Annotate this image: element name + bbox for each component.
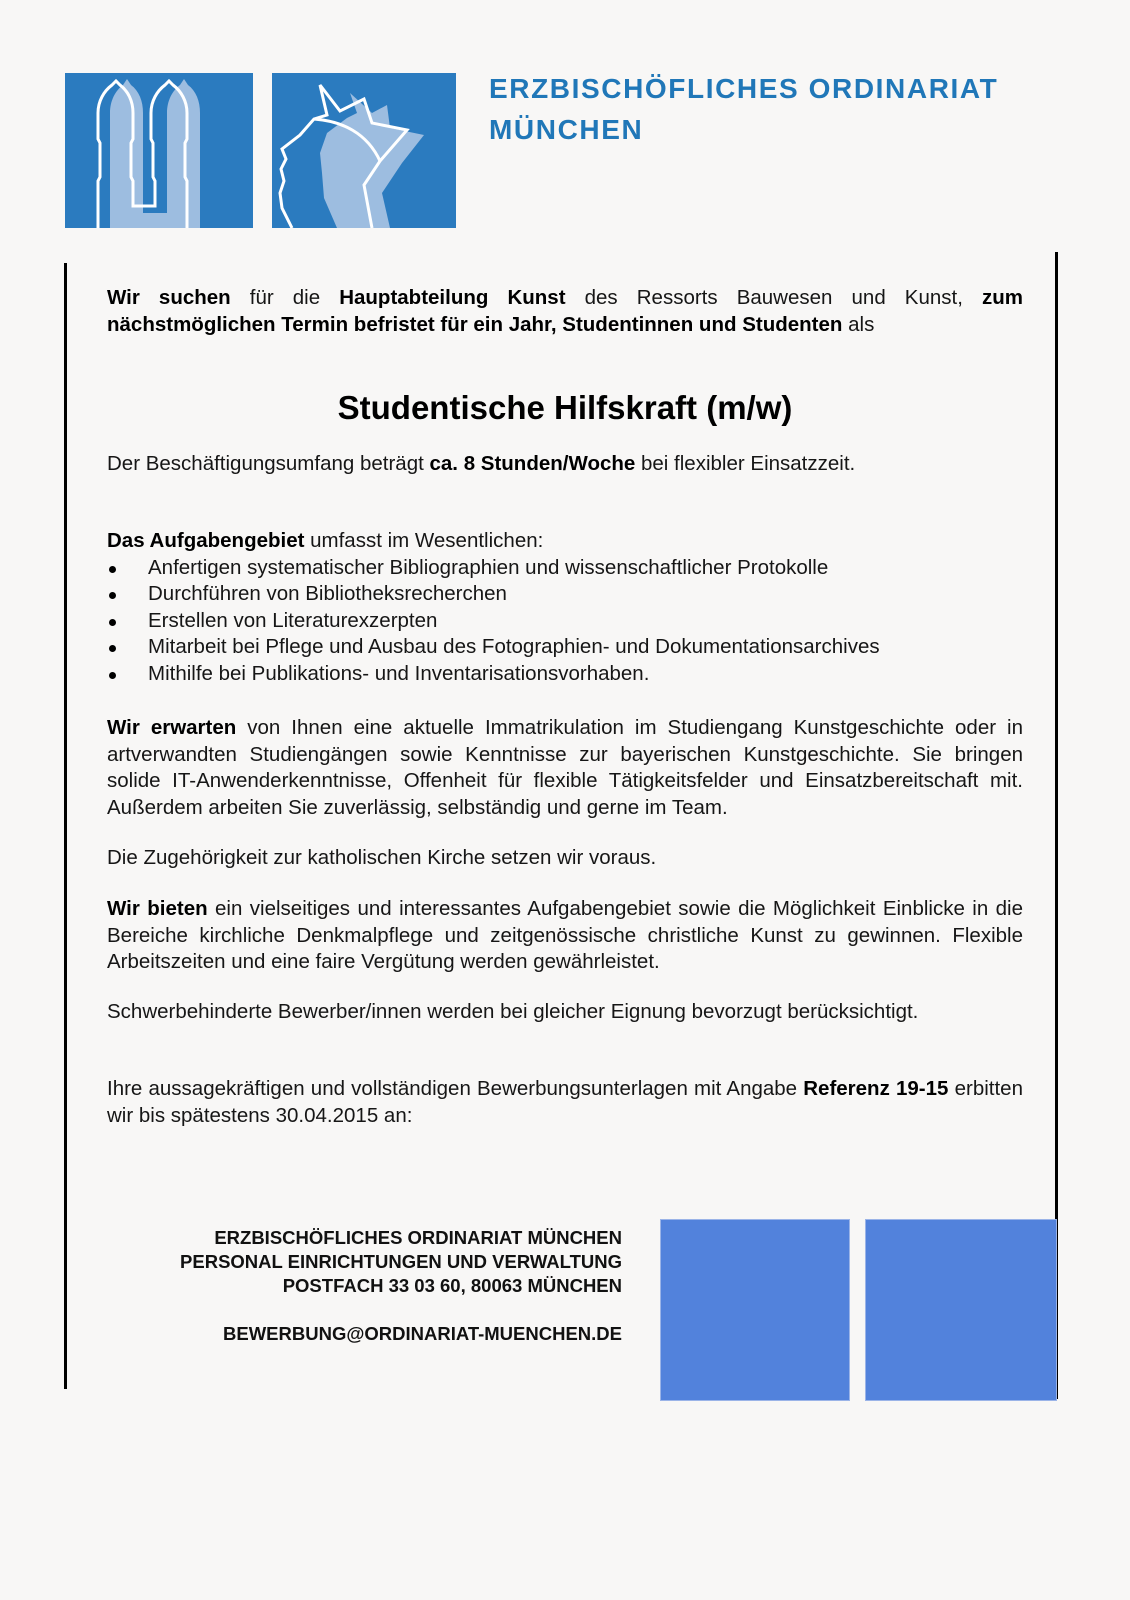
logo-towers xyxy=(65,73,253,228)
tasks-list xyxy=(107,555,1023,688)
disability-paragraph: Schwerbehinderte Bewerber/innen werden bei gleicher Eignung bevorzugt berücksichtigt. xyxy=(107,1000,919,1023)
task-item: Erstellen von Literaturexzerpten xyxy=(107,608,1023,635)
application-text: Ihre aussagekräftigen und vollständigen Bewerbungsunterlagen mit Angabe xyxy=(107,1077,804,1100)
tasks-section xyxy=(107,528,1023,687)
address-line2: PERSONAL EINRICHTUNGEN UND VERWALTUNG xyxy=(180,1251,622,1272)
email-link[interactable]: BEWERBUNG@ORDINARIAT-MUENCHEN.DE xyxy=(223,1323,622,1344)
task-item: Mitarbeit bei Pflege und Ausbau des Fotographien- und Dokumentationsarchives xyxy=(107,634,1023,661)
task-item: Anfertigen systematischer Bibliographien und wissenschaftlicher Protokolle xyxy=(107,555,1023,582)
church-paragraph: Die Zugehörigkeit zur katholischen Kirche setzen wir voraus. xyxy=(107,846,657,869)
expectations-text: von Ihnen eine aktuelle Immatrikulation im Studiengang Kunstgeschichte oder in artverwandten Studiengängen sowie Kenntnisse zur bayerischen Kunstgeschichte. Sie bringen solide IT-Anwenderkenntnisse, Offenheit für flexible Tätigkeitsfelder und Einsatzbereitschaft mit. Außerdem arbeiten Sie zuverlässig, selbständig und gerne im Team. xyxy=(107,716,1023,819)
crowned-head-icon xyxy=(272,73,456,228)
task-item: Mithilfe bei Publikations- und Inventarisationsvorhaben. xyxy=(107,661,1023,688)
tasks-heading xyxy=(107,528,1023,555)
left-border-line xyxy=(64,263,67,1389)
address-block xyxy=(100,1226,622,1346)
application-paragraph xyxy=(107,1076,1023,1129)
expectations-bold: Wir erwarten xyxy=(107,716,237,739)
application-text-end: erbitten wir bis spätestens 30.04.2015 an: xyxy=(107,1077,1023,1127)
intro-bold-3: zum nächstmöglichen Termin befristet für ein Jahr, Studentinnen und Studenten xyxy=(107,286,1023,336)
organization-title-line2: MÜNCHEN xyxy=(489,114,644,145)
intro-paragraph xyxy=(107,285,1023,338)
offer-bold: Wir bieten xyxy=(107,897,208,920)
image-placeholder-1 xyxy=(660,1219,850,1401)
scope-text-end: bei flexibler Einsatzzeit. xyxy=(635,452,856,475)
tasks-heading-rest: umfasst im Wesentlichen: xyxy=(304,529,544,552)
job-title: Studentische Hilfskraft (m/w) xyxy=(337,389,793,426)
reference-number: Referenz 19-15 xyxy=(803,1077,949,1100)
address-line3: POSTFACH 33 03 60, 80063 MÜNCHEN xyxy=(282,1275,622,1296)
scope-text: Der Beschäftigungsumfang beträgt xyxy=(107,452,430,475)
offer-paragraph xyxy=(107,896,1023,976)
offer-text: ein vielseitiges und interessantes Aufgabengebiet sowie die Möglichkeit Einblicke in die Bereiche kirchliche Denkmalpflege und zeitgenössische christliche Kunst zu gewinnen. Flexible Arbeitszeiten und eine faire Vergütung werden gewährleistet. xyxy=(107,897,1023,973)
organization-title-line1: ERZBISCHÖFLICHES ORDINARIAT xyxy=(489,73,999,104)
intro-bold-1: Wir suchen xyxy=(107,286,231,309)
expectations-paragraph xyxy=(107,715,1023,821)
task-item: Durchführen von Bibliotheksrecherchen xyxy=(107,581,1023,608)
logo-crowned-head xyxy=(272,73,456,228)
address-line1: ERZBISCHÖFLICHES ORDINARIAT MÜNCHEN xyxy=(214,1227,622,1248)
intro-text-2: des Ressorts Bauwesen und Kunst, xyxy=(565,286,982,309)
intro-text-1: für die xyxy=(230,286,340,309)
image-placeholder-2 xyxy=(865,1219,1057,1401)
intro-bold-2: Hauptabteilung Kunst xyxy=(339,286,566,309)
scope-paragraph xyxy=(107,451,1023,478)
frauenkirche-towers-icon xyxy=(65,73,253,228)
tasks-heading-bold: Das Aufgabengebiet xyxy=(107,529,305,552)
scope-hours: ca. 8 Stunden/Woche xyxy=(429,452,636,475)
organization-title xyxy=(489,68,998,150)
intro-text-3: als xyxy=(842,312,875,336)
